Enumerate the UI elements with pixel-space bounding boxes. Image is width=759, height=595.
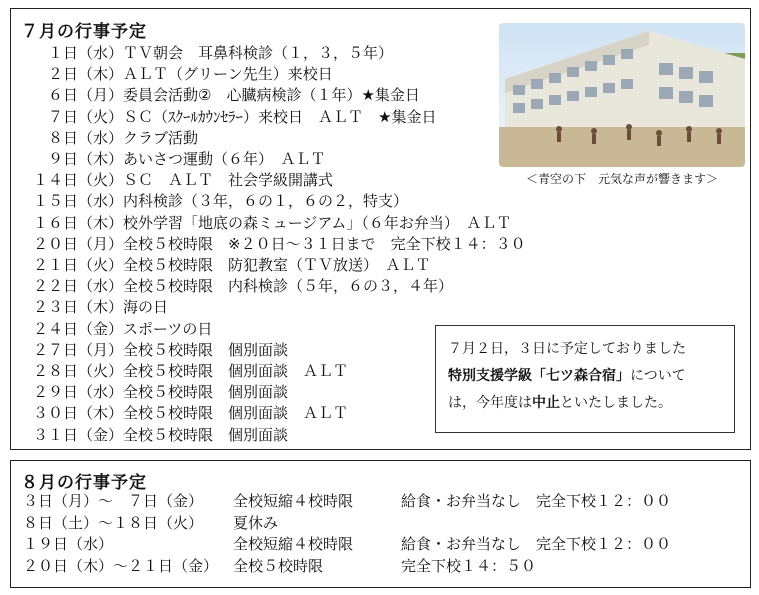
august-event-row: [23, 513, 401, 534]
august-event-row: [23, 556, 536, 577]
event-date: ２２日（水）: [32, 277, 123, 296]
event-description: 全校短縮４校時限: [233, 492, 354, 510]
notice-box: [435, 325, 735, 433]
august-schedule-panel: [10, 460, 751, 588]
event-text: 全校５校時限 個別面談: [123, 383, 289, 402]
event-text: クラブ活動: [123, 128, 199, 147]
notice-line-3: は，今年度は中止といたしました。: [448, 395, 672, 411]
august-event-row: [23, 491, 671, 512]
event-date: ２８日（火）: [32, 362, 123, 380]
july-event-row: [23, 64, 333, 85]
july-event-row: [23, 170, 333, 191]
notice-cancel: 中止: [532, 395, 560, 411]
event-text: 全校５校時限 個別面談: [123, 425, 289, 444]
event-text: 全校５校時限 防犯教室（ＴＶ放送） ＡＬＴ: [123, 256, 431, 274]
event-text: あいさつ運動（６年） ＡＬＴ: [123, 150, 326, 168]
july-event-row: [23, 276, 453, 297]
event-note: 給食・お弁当なし 完全下校１２：００: [401, 492, 672, 510]
event-text: ＡＬＴ（グリーン先生）来校日: [123, 65, 333, 84]
event-text: ＴＶ朝会 耳鼻科検診（１，３，５年）: [123, 44, 394, 62]
august-event-row: [23, 534, 671, 555]
july-event-row: [23, 85, 420, 106]
school-building-image: [499, 23, 745, 167]
event-date: ３１日（金）: [32, 425, 123, 444]
event-text: 全校５校時限 個別面談 ＡＬＴ: [123, 362, 349, 380]
event-text: スポーツの日: [123, 319, 213, 338]
event-text: 内科検診（３年，６の１，６の２，特支）: [123, 192, 409, 211]
event-date: ２７日（月）: [32, 340, 123, 359]
july-event-row: [23, 149, 326, 170]
july-event-row: [23, 403, 348, 424]
event-date: ２３日（木）: [32, 298, 123, 317]
event-date: １９日（水）: [23, 535, 114, 553]
event-date: １日（水）: [47, 44, 123, 62]
event-date: ７日（火）: [47, 107, 123, 126]
july-event-row: [23, 43, 393, 64]
notice-highlight: 特別支援学級「七ツ森合宿」: [448, 368, 630, 384]
school-photo: [499, 23, 745, 167]
event-date: ９日（木）: [47, 150, 123, 168]
event-description: 全校短縮４校時限: [233, 535, 354, 553]
event-date: １６日（木）: [32, 213, 123, 232]
event-text: 全校５校時限 ※２０日～３１日まで 完全下校１４：３０: [123, 234, 526, 253]
notice-line-1: ７月２日，３日に予定しておりました: [448, 341, 686, 357]
event-text: 全校５校時限 内科検診（５年，６の３，４年）: [123, 277, 454, 296]
july-event-row: [23, 128, 198, 149]
event-text: 校外学習「地底の森ミュージアム」（６年お弁当） ＡＬＴ: [123, 213, 512, 232]
july-title: ７月の行事予定: [21, 22, 147, 42]
event-date: ２０日（木）～２１日（金）: [23, 556, 219, 575]
event-date: ８日（土）～１８日（火）: [23, 513, 204, 532]
event-date: ３０日（木）: [32, 404, 123, 423]
event-description: 全校５校時限: [233, 556, 324, 575]
july-event-row: [23, 425, 288, 446]
event-date: ２４日（金）: [32, 319, 123, 338]
event-date: ２９日（水）: [32, 383, 123, 402]
event-date: ６日（月）: [47, 86, 123, 105]
event-date: ２１日（火）: [32, 256, 123, 274]
july-event-row: [23, 107, 436, 128]
photo-caption: ＜青空の下 元気な声が響きます＞: [525, 172, 718, 186]
event-date: １５日（水）: [32, 192, 123, 211]
event-description: 夏休み: [233, 513, 279, 532]
july-event-row: [23, 191, 408, 212]
july-event-row: [23, 382, 288, 403]
event-text: 委員会活動② 心臓病検診（１年）★集金日: [123, 86, 420, 105]
event-note: 給食・お弁当なし 完全下校１２：００: [401, 535, 672, 553]
event-text: 海の日: [123, 298, 169, 317]
july-event-row: [23, 234, 526, 255]
notice-line-2: 特別支援学級「七ツ森合宿」について: [448, 368, 686, 384]
august-title: ８月の行事予定: [21, 473, 147, 493]
july-event-row: [23, 319, 212, 340]
july-event-row: [23, 361, 348, 382]
event-date: ３日（月）～ ７日（金）: [23, 492, 204, 510]
july-event-row: [23, 297, 168, 318]
event-date: １４日（火）: [32, 171, 123, 190]
july-schedule-panel: [10, 8, 751, 450]
event-text: 全校５校時限 個別面談 ＡＬＴ: [123, 404, 349, 423]
event-date: ２０日（月）: [32, 234, 123, 253]
event-text: ＳＣ ＡＬＴ 社会学級開講式: [123, 171, 334, 190]
event-text: 全校５校時限 個別面談: [123, 340, 289, 359]
event-date: ８日（水）: [47, 128, 123, 147]
july-event-row: [23, 255, 431, 276]
july-event-row: [23, 340, 288, 361]
event-note: 完全下校１４：５０: [401, 556, 537, 575]
event-text: ＳＣ（ｽｸｰﾙｶｳﾝｾﾗｰ）来校日 ＡＬＴ ★集金日: [123, 107, 437, 126]
july-event-row: [23, 213, 511, 234]
event-date: ２日（木）: [47, 65, 123, 84]
